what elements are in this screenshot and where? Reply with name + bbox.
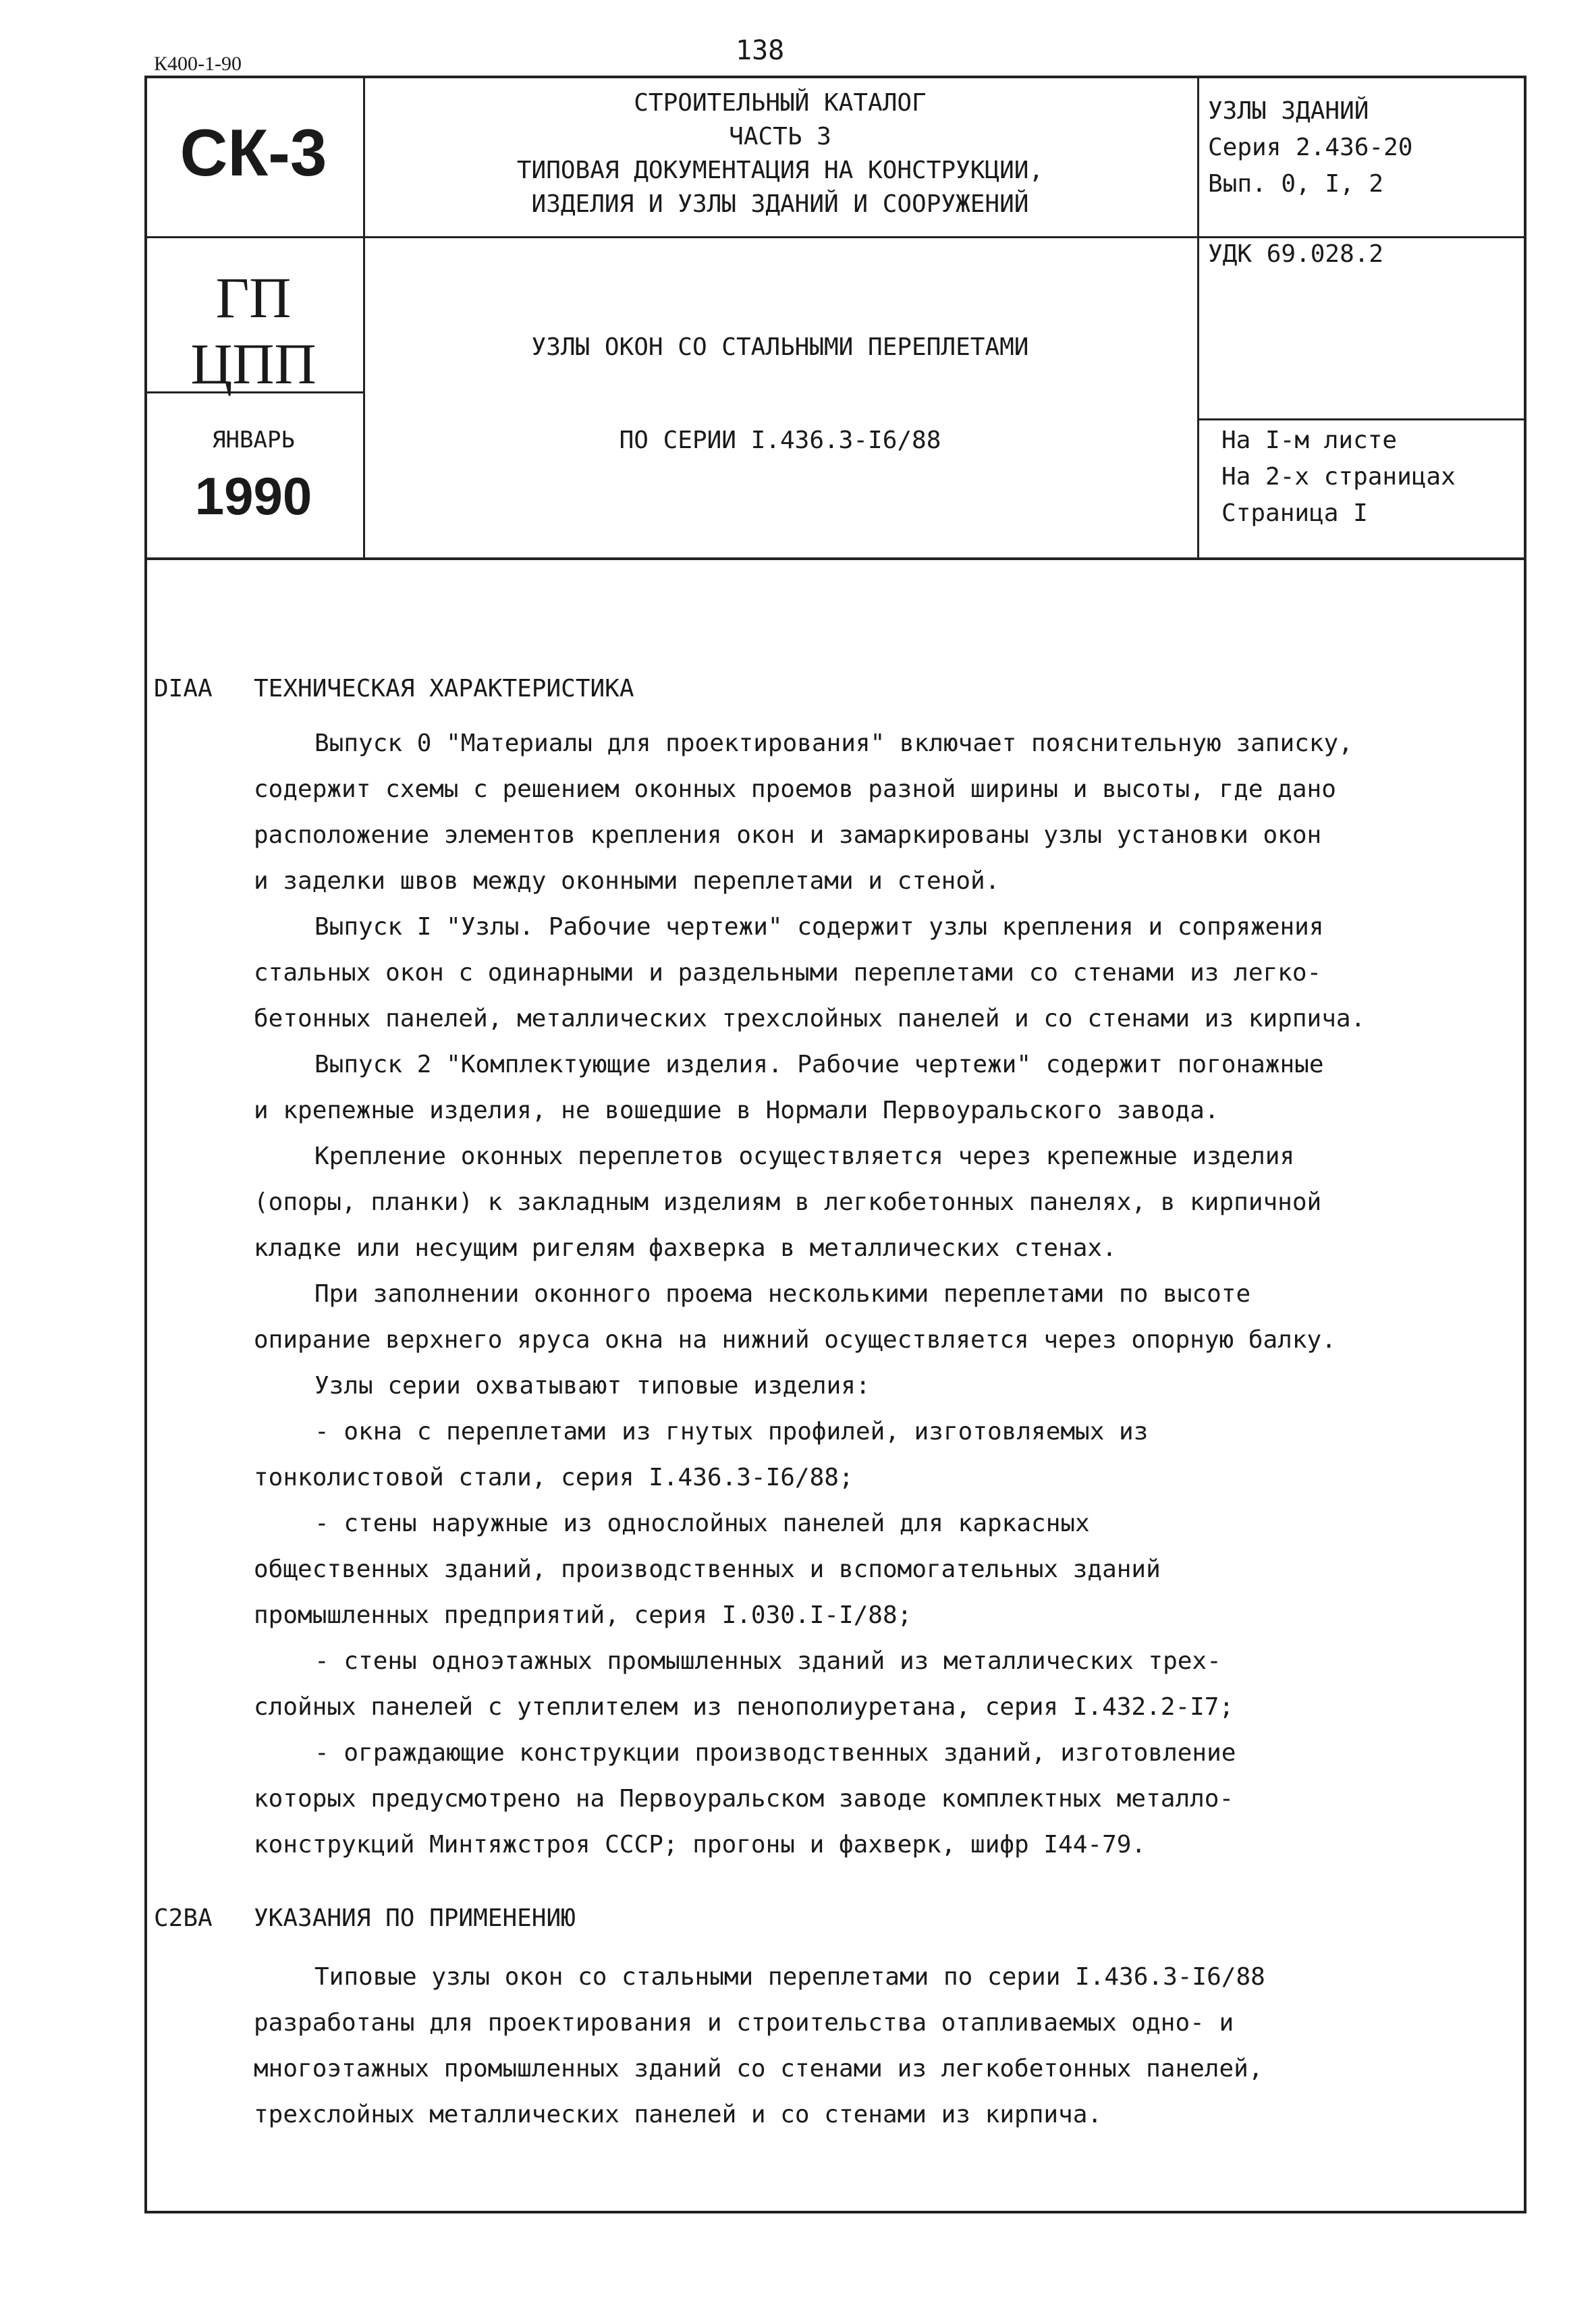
catalog-title (364, 86, 1196, 221)
text-line: трехслойных металлических панелей и со стенами из кирпича. (254, 2101, 1103, 2128)
series-info-line: Вып. 0, I, 2 (1208, 170, 1384, 198)
text-line: Крепление оконных переплетов осуществляется через крепежные изделия (314, 1143, 1295, 1170)
text-line: Выпуск 2 "Комплектующие изделия. Рабочие чертежи" содержит погонажные (314, 1051, 1324, 1078)
text-line: (опоры, планки) к закладным изделиям в легкобетонных панелях, в кирпичной (254, 1188, 1322, 1216)
header-divider-right (1197, 78, 1199, 557)
text-line: - окна с переплетами из гнутых профилей, изготовляемых из (314, 1418, 1149, 1446)
text-line: общественных зданий, производственных и вспомогательных зданий (254, 1556, 1161, 1583)
section1-body (254, 721, 1366, 1868)
text-line: конструкций Минтяжстроя СССР; прогоны и фахверк, шифр I44-79. (254, 1831, 1147, 1859)
sheet-info-line: На I-м листе (1221, 426, 1398, 454)
document-code: К400-1-90 (154, 53, 242, 75)
series-info-line: Серия 2.436-20 (1208, 134, 1413, 161)
text-line: промышленных предприятий, серия I.030.I-I/88; (254, 1601, 912, 1629)
issue-year: 1990 (194, 466, 312, 526)
text-line: разработаны для проектирования и строительства отапливаемых одно- и (254, 2009, 1234, 2037)
section-code: C2BA (154, 1904, 213, 1932)
section-code: DIAA (154, 675, 213, 703)
section-heading: ТЕХНИЧЕСКАЯ ХАРАКТЕРИСТИКА (254, 675, 634, 703)
text-line: многоэтажных промышленных зданий со стенами из легкобетонных панелей, (254, 2055, 1263, 2083)
organization-line: ЦПП (190, 331, 317, 396)
section-heading: УКАЗАНИЯ ПО ПРИМЕНЕНИЮ (254, 1904, 576, 1932)
document-series: ПО СЕРИИ I.436.3-I6/88 (619, 426, 941, 454)
text-line: - стены одноэтажных промышленных зданий из металлических трех- (314, 1647, 1221, 1675)
catalog-title-line: ИЗДЕЛИЯ И УЗЛЫ ЗДАНИЙ И СООРУЖЕНИЙ (531, 190, 1029, 218)
text-line: и заделки швов между оконными переплетами и стеной. (254, 867, 1000, 895)
sheet-info-line: На 2-х страницах (1221, 463, 1456, 491)
organization-line: ГП (215, 265, 292, 330)
sheet-info-line: Страница I (1221, 499, 1368, 527)
text-line: Выпуск 0 "Материалы для проектирования" включает пояснительную записку, (314, 730, 1353, 757)
organization (144, 265, 362, 397)
text-line: содержит схемы с решением оконных проемов разной ширины и высоты, где дано (254, 775, 1336, 803)
text-line: - стены наружные из однослойных панелей для каркасных (314, 1510, 1090, 1537)
text-line: При заполнении оконного проема несколькими переплетами по высоте (314, 1280, 1251, 1308)
text-line: бетонных панелей, металлических трехслойных панелей и со стенами из кирпича. (254, 1005, 1366, 1033)
text-line: Типовые узлы окон со стальными переплетами по серии I.436.3-I6/88 (314, 1963, 1265, 1991)
section2-body (254, 1954, 1333, 2138)
document-title: УЗЛЫ ОКОН СО СТАЛЬНЫМИ ПЕРЕПЛЕТАМИ (531, 333, 1029, 361)
text-line: кладке или несущим ригелям фахверка в металлических стенах. (254, 1234, 1117, 1262)
text-line: Узлы серии охватывают типовые изделия: (314, 1372, 871, 1400)
page-number: 138 (736, 35, 785, 66)
catalog-title-line: СТРОИТЕЛЬНЫЙ КАТАЛОГ (634, 89, 927, 117)
left-divider-1 (147, 236, 363, 238)
catalog-code: СК-3 (180, 115, 327, 190)
text-line: стальных окон с одинарными и раздельными переплетами со стенами из легко- (254, 959, 1322, 987)
text-line: опирание верхнего яруса окна на нижний осуществляется через опорную балку. (254, 1326, 1336, 1354)
catalog-title-line: ЧАСТЬ 3 (729, 123, 831, 150)
header-divider-mid (363, 236, 1526, 238)
udk-code: УДК 69.028.2 (1208, 240, 1384, 268)
series-info (1208, 93, 1412, 202)
catalog-title-line: ТИПОВАЯ ДОКУМЕНТАЦИЯ НА КОНСТРУКЦИИ, (516, 157, 1044, 184)
text-line: Выпуск I "Узлы. Рабочие чертежи" содержит узлы крепления и сопряжения (314, 913, 1324, 941)
text-line: тонколистовой стали, серия I.436.3-I6/88; (254, 1464, 854, 1491)
issue-month: ЯНВАРЬ (212, 426, 295, 453)
text-line: и крепежные изделия, не вошедшие в Нормали Первоуральского завода. (254, 1097, 1219, 1124)
text-line: слойных панелей с утеплителем из пенополиуретана, серия I.432.2-I7; (254, 1693, 1234, 1721)
text-line: которых предусмотрено на Первоуральском заводе комплектных металло- (254, 1785, 1234, 1813)
header-bottom-border (147, 557, 1526, 560)
series-info-line: УЗЛЫ ЗДАНИЙ (1208, 97, 1369, 125)
right-divider (1197, 418, 1526, 420)
sheet-info (1221, 422, 1456, 532)
text-line: расположение элементов крепления окон и замаркированы узлы установки окон (254, 821, 1322, 849)
text-line: - ограждающие конструкции производственных зданий, изготовление (314, 1739, 1236, 1767)
